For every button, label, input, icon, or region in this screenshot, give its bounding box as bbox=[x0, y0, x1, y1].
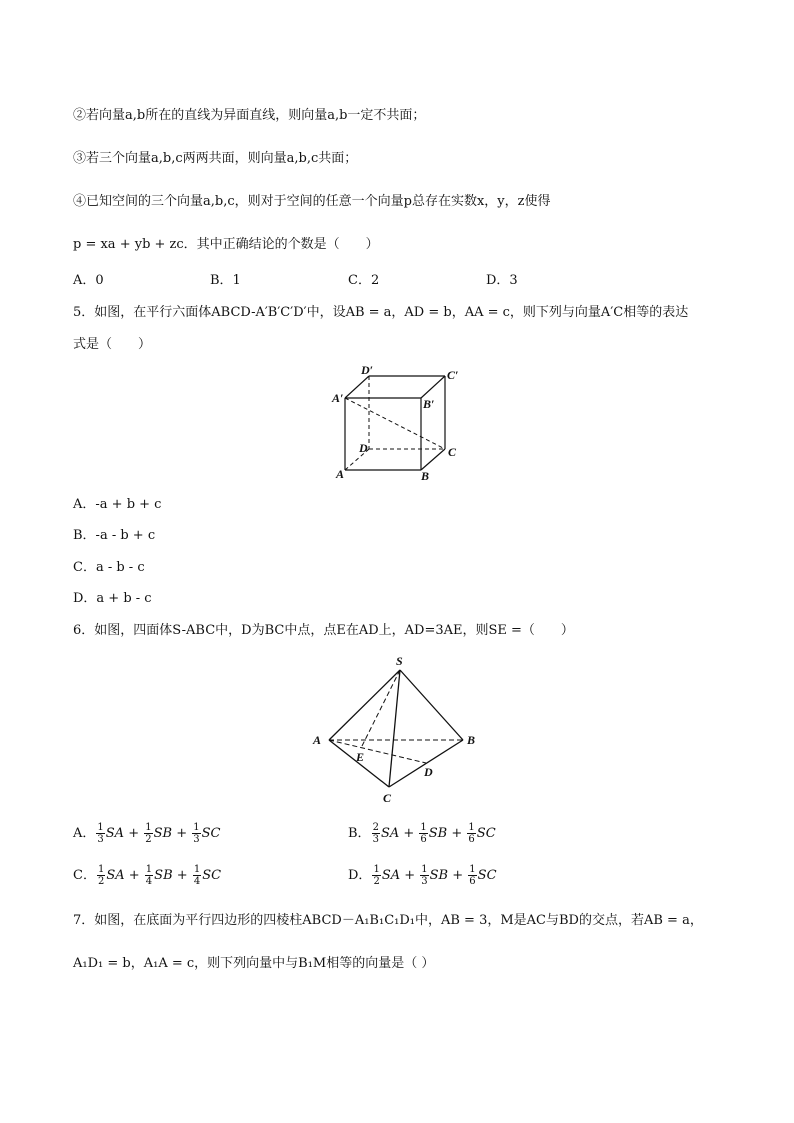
label-c-prime: C′ bbox=[447, 368, 459, 382]
label-c: C bbox=[448, 445, 457, 459]
tetrahedron-figure bbox=[308, 652, 488, 807]
q5-stem-line1: 5．如图，在平行六面体ABCD-A′B′C′D′中，设AB = a，AD = b，AA = c，则下列与向量A′C相等的表达 bbox=[73, 305, 689, 320]
label-b: B bbox=[421, 469, 430, 482]
statement-4-line1: ④已知空间的三个向量a,b,c，则对于空间的任意一个向量p总存在实数x，y，z使得 bbox=[73, 194, 551, 209]
label-d-prime: D′ bbox=[361, 363, 374, 377]
q6-option-c: C． $\frac{1}{2}$ SA + $\frac{1}{4}$ SB + $\frac{1}{4}$ SC bbox=[73, 864, 222, 887]
q5-option-d: D．a + b - c bbox=[73, 591, 152, 606]
q7-stem-line2: A₁D₁ = b，A₁A = c，则下列向量中与B₁M相等的向量是（ ） bbox=[73, 956, 435, 971]
label-a-prime: A′ bbox=[332, 391, 344, 405]
q6-option-d: D． $\frac{1}{2}$ SA + $\frac{1}{3}$ SB + $\frac{1}{6}$ SC bbox=[348, 864, 497, 887]
label-e: E bbox=[356, 750, 365, 764]
q7-stem-line1: 7．如图，在底面为平行四边形的四棱柱ABCD－A₁B₁C₁D₁中，AB = 3，M是AC与BD的交点，若AB = a， bbox=[73, 913, 703, 928]
statement-2: ②若向量a,b所在的直线为异面直线，则向量a,b一定不共面； bbox=[73, 108, 426, 123]
label-d: D bbox=[359, 441, 368, 455]
label-c: C bbox=[383, 791, 392, 805]
parallelepiped-figure bbox=[325, 362, 470, 482]
label-b-prime: B′ bbox=[423, 397, 435, 411]
q6-stem: 6．如图，四面体S-ABC中，D为BC中点，点E在AD上，AD=3AE，则SE =（ ） bbox=[73, 623, 574, 638]
q6-option-a: A． $\frac{1}{3}$ SA + $\frac{1}{2}$ SB + $\frac{1}{3}$ SC bbox=[73, 822, 221, 845]
q5-option-c: C．a - b - c bbox=[73, 560, 145, 575]
label-a: A bbox=[313, 733, 322, 747]
q4-option-c: C．2 bbox=[348, 273, 380, 288]
label-a: A bbox=[336, 467, 345, 481]
statement-3: ③若三个向量a,b,c两两共面，则向量a,b,c共面； bbox=[73, 151, 358, 166]
q5-option-a: A．-a + b + c bbox=[73, 497, 162, 512]
label-b: B bbox=[467, 733, 476, 747]
statement-4-line2: p = xa + yb + zc．其中正确结论的个数是（ ） bbox=[73, 237, 379, 252]
q6-option-b: B． $\frac{2}{3}$ SA + $\frac{1}{6}$ SB + $\frac{1}{6}$ SC bbox=[348, 822, 496, 845]
label-s: S bbox=[396, 654, 403, 668]
q5-option-b: B．-a - b + c bbox=[73, 528, 156, 543]
q4-option-d: D．3 bbox=[486, 273, 518, 288]
label-d: D bbox=[424, 765, 433, 779]
q5-stem-line2: 式是（ ） bbox=[73, 337, 152, 352]
q4-option-b: B．1 bbox=[210, 273, 241, 288]
q4-option-a: A．0 bbox=[73, 273, 104, 288]
